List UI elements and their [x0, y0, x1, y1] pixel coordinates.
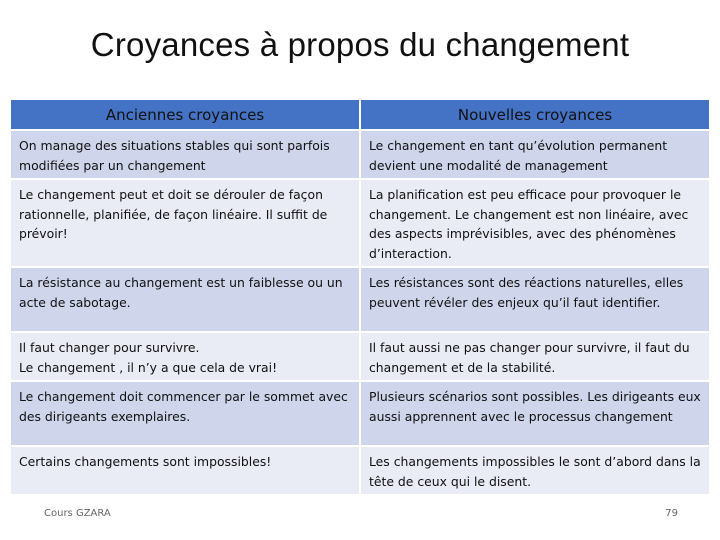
- table-header-row: [11, 100, 709, 130]
- old-belief-cell: Il faut changer pour survivre. Le changement , il n’y a que cela de vrai!: [11, 332, 360, 381]
- old-belief-cell: La résistance au changement est un faiblesse ou un acte de sabotage.: [11, 267, 360, 332]
- new-belief-cell: Les changements impossibles le sont d’abord dans la tête de ceux qui le disent.: [360, 446, 709, 494]
- table-row: [11, 130, 709, 179]
- header-new-beliefs: Nouvelles croyances: [360, 100, 709, 130]
- new-belief-cell: La planification est peu efficace pour provoquer le changement. Le changement est non linéaire, avec des aspects imprévisibles, avec des phénomènes d’interaction.: [360, 179, 709, 267]
- header-old-beliefs: Anciennes croyances: [11, 100, 360, 130]
- new-belief-cell: Plusieurs scénarios sont possibles. Les dirigeants eux aussi apprennent avec le processus changement: [360, 381, 709, 446]
- old-belief-cell: Le changement doit commencer par le sommet avec des dirigeants exemplaires.: [11, 381, 360, 446]
- table-row: [11, 332, 709, 381]
- new-belief-cell: Le changement en tant qu’évolution permanent devient une modalité de management: [360, 130, 709, 179]
- old-belief-cell: On manage des situations stables qui sont parfois modifiées par un changement: [11, 130, 360, 179]
- table-row: [11, 381, 709, 446]
- beliefs-comparison-table: [11, 100, 709, 494]
- footer-course-name: Cours GZARA: [44, 508, 111, 519]
- table-row: [11, 446, 709, 494]
- new-belief-cell: Il faut aussi ne pas changer pour survivre, il faut du changement et de la stabilité.: [360, 332, 709, 381]
- slide-title: Croyances à propos du changement: [90, 26, 630, 63]
- old-belief-cell: Certains changements sont impossibles!: [11, 446, 360, 494]
- table-row: [11, 179, 709, 267]
- old-belief-cell: Le changement peut et doit se dérouler de façon rationnelle, planifiée, de façon linéaire. Il suffit de prévoir!: [11, 179, 360, 267]
- new-belief-cell: Les résistances sont des réactions naturelles, elles peuvent révéler des enjeux qu’il faut identifier.: [360, 267, 709, 332]
- page-number: 79: [665, 508, 678, 519]
- table-row: [11, 267, 709, 332]
